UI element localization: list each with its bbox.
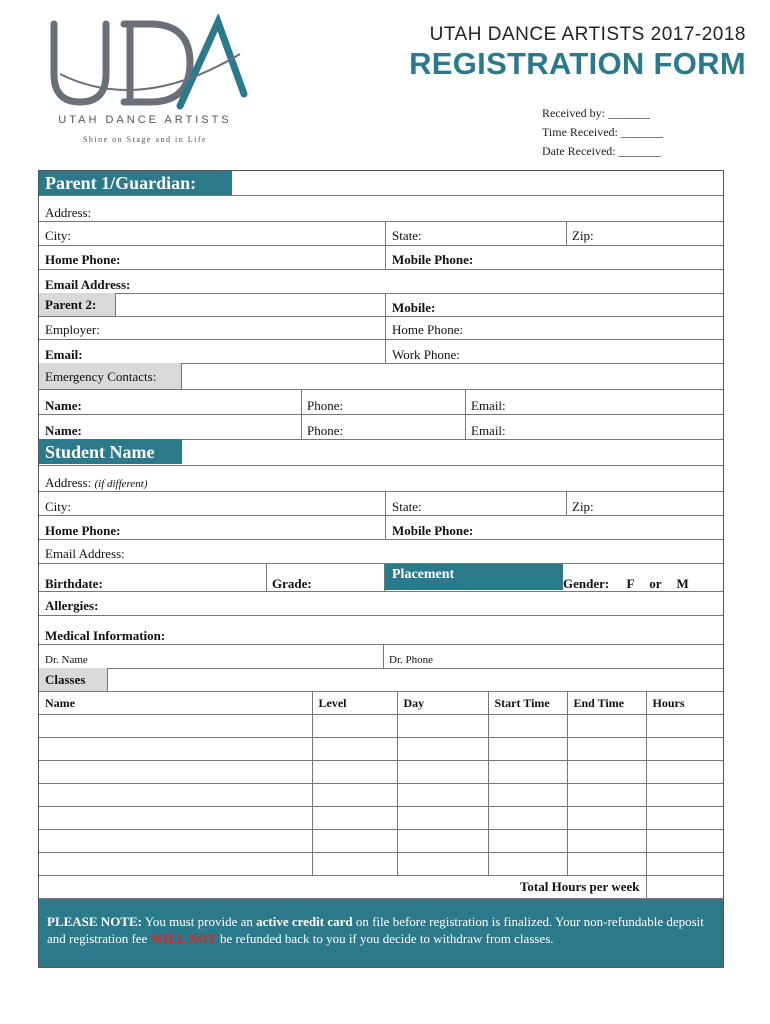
cell[interactable] — [397, 738, 488, 761]
cell[interactable] — [646, 738, 723, 761]
cell[interactable] — [312, 807, 397, 830]
student-grade[interactable]: Grade: — [272, 576, 312, 591]
cell[interactable] — [488, 784, 567, 807]
table-row[interactable] — [39, 784, 723, 807]
uda-logo — [40, 14, 250, 149]
parent1-email[interactable]: Email Address: — [45, 277, 131, 292]
cell[interactable] — [397, 784, 488, 807]
parent1-zip[interactable]: Zip: — [572, 228, 594, 243]
note-bold: active credit card — [256, 914, 353, 929]
table-row[interactable] — [39, 807, 723, 830]
cell[interactable] — [397, 807, 488, 830]
parent1-state[interactable]: State: — [392, 228, 422, 243]
table-row[interactable] — [39, 830, 723, 853]
dr-phone[interactable]: Dr. Phone — [389, 654, 433, 666]
student-zip[interactable]: Zip: — [572, 499, 594, 514]
cell[interactable] — [646, 761, 723, 784]
cell[interactable] — [39, 761, 312, 784]
table-row[interactable] — [39, 761, 723, 784]
parent1-address[interactable]: Address: — [45, 205, 92, 220]
received-by: Received by: _______ — [542, 106, 650, 120]
date-received: Date Received: _______ — [542, 144, 661, 158]
gender-label: Gender: — [563, 576, 610, 591]
emergency-phone-2[interactable]: Phone: — [307, 423, 344, 438]
cell[interactable] — [567, 738, 646, 761]
parent2-mobile[interactable]: Mobile: — [392, 300, 436, 315]
cell[interactable] — [488, 830, 567, 853]
student-medical[interactable]: Medical Information: — [45, 628, 166, 643]
student-heading: Student Name — [39, 439, 182, 464]
cell[interactable] — [312, 853, 397, 876]
gender-f[interactable]: F — [626, 576, 634, 591]
tagline: Shine on Stage and in Life — [82, 135, 208, 144]
student-email[interactable]: Email Address: — [45, 546, 125, 561]
col-level: Level — [312, 692, 397, 715]
cell[interactable] — [312, 715, 397, 738]
classes-table — [39, 691, 723, 899]
parent2-heading: Parent 2: — [39, 293, 116, 316]
cell[interactable] — [646, 784, 723, 807]
student-address[interactable] — [45, 475, 148, 491]
classes-header-row — [39, 692, 723, 715]
col-name: Name — [39, 692, 312, 715]
col-day: Day — [397, 692, 488, 715]
classes-heading: Classes — [39, 668, 108, 691]
cell[interactable] — [39, 738, 312, 761]
cell[interactable] — [39, 715, 312, 738]
please-note — [39, 899, 723, 967]
cell[interactable] — [488, 761, 567, 784]
cell[interactable] — [312, 738, 397, 761]
cell[interactable] — [567, 853, 646, 876]
cell[interactable] — [646, 830, 723, 853]
cell[interactable] — [39, 853, 312, 876]
table-row[interactable] — [39, 853, 723, 876]
emergency-heading: Emergency Contacts: — [39, 363, 182, 389]
parent1-city[interactable]: City: — [45, 228, 72, 243]
note-text-3: be refunded back to you if you decide to withdraw from classes. — [216, 931, 554, 946]
top-title: UTAH DANCE ARTISTS 2017-2018 — [429, 24, 746, 45]
cell[interactable] — [567, 715, 646, 738]
registration-form — [38, 170, 724, 968]
emergency-phone-1[interactable]: Phone: — [307, 398, 344, 413]
cell[interactable] — [39, 830, 312, 853]
student-mobile-phone[interactable]: Mobile Phone: — [392, 523, 474, 538]
note-label: PLEASE NOTE: — [47, 914, 142, 929]
cell[interactable] — [646, 715, 723, 738]
parent2-employer[interactable]: Employer: — [45, 322, 100, 337]
placement-heading: Placement — [384, 564, 563, 590]
emergency-email-2[interactable]: Email: — [471, 423, 506, 438]
cell[interactable] — [39, 784, 312, 807]
form-title: REGISTRATION FORM — [409, 46, 746, 81]
parent2-home-phone[interactable]: Home Phone: — [392, 322, 464, 337]
cell[interactable] — [646, 853, 723, 876]
cell[interactable] — [397, 853, 488, 876]
gender-or: or — [649, 576, 662, 591]
student-gender[interactable] — [563, 576, 689, 592]
table-row[interactable] — [39, 738, 723, 761]
parent1-home-phone[interactable]: Home Phone: — [45, 252, 121, 267]
logo-wordmark: UDA — [40, 14, 43, 15]
parent1-mobile-phone[interactable]: Mobile Phone: — [392, 252, 474, 267]
note-text-1: You must provide an — [142, 914, 257, 929]
total-hours-value[interactable] — [646, 876, 723, 899]
total-hours-label: Total Hours per week — [39, 876, 646, 899]
cell[interactable] — [39, 807, 312, 830]
student-address-label: Address: — [45, 475, 92, 490]
dr-name[interactable]: Dr. Name — [45, 654, 88, 666]
emergency-name-2[interactable]: Name: — [45, 423, 82, 438]
student-address-note: (if different) — [94, 478, 148, 490]
student-home-phone[interactable]: Home Phone: — [45, 523, 121, 538]
cell[interactable] — [488, 715, 567, 738]
cell[interactable] — [567, 784, 646, 807]
col-hours: Hours — [646, 692, 723, 715]
gender-m[interactable]: M — [676, 576, 689, 591]
org-name: UTAH DANCE ARTISTS — [58, 114, 232, 126]
col-end-time: End Time — [567, 692, 646, 715]
cell[interactable] — [646, 807, 723, 830]
cell[interactable] — [397, 715, 488, 738]
cell[interactable] — [488, 853, 567, 876]
cell[interactable] — [312, 830, 397, 853]
table-row[interactable] — [39, 715, 723, 738]
emergency-name-1[interactable]: Name: — [45, 398, 82, 413]
cell[interactable] — [397, 761, 488, 784]
col-start-time: Start Time — [488, 692, 567, 715]
emergency-email-1[interactable]: Email: — [471, 398, 506, 413]
cell[interactable] — [397, 830, 488, 853]
cell[interactable] — [488, 807, 567, 830]
student-state[interactable]: State: — [392, 499, 422, 514]
note-red: WILL NOT — [150, 931, 217, 946]
parent2-work-phone[interactable]: Work Phone: — [392, 347, 460, 362]
parent2-email[interactable]: Email: — [45, 347, 83, 362]
student-city[interactable]: City: — [45, 499, 72, 514]
cell[interactable] — [312, 784, 397, 807]
student-allergies[interactable]: Allergies: — [45, 598, 99, 613]
cell[interactable] — [567, 761, 646, 784]
cell[interactable] — [312, 761, 397, 784]
cell[interactable] — [567, 830, 646, 853]
total-row — [39, 876, 723, 899]
cell[interactable] — [488, 738, 567, 761]
time-received: Time Received: _______ — [542, 125, 663, 139]
student-birthdate[interactable]: Birthdate: — [45, 576, 103, 591]
cell[interactable] — [567, 807, 646, 830]
parent1-heading: Parent 1/Guardian: — [39, 171, 232, 195]
note-text-2: on file before registration is finalized. Your non-refundable deposit and registration fee — [47, 914, 704, 946]
